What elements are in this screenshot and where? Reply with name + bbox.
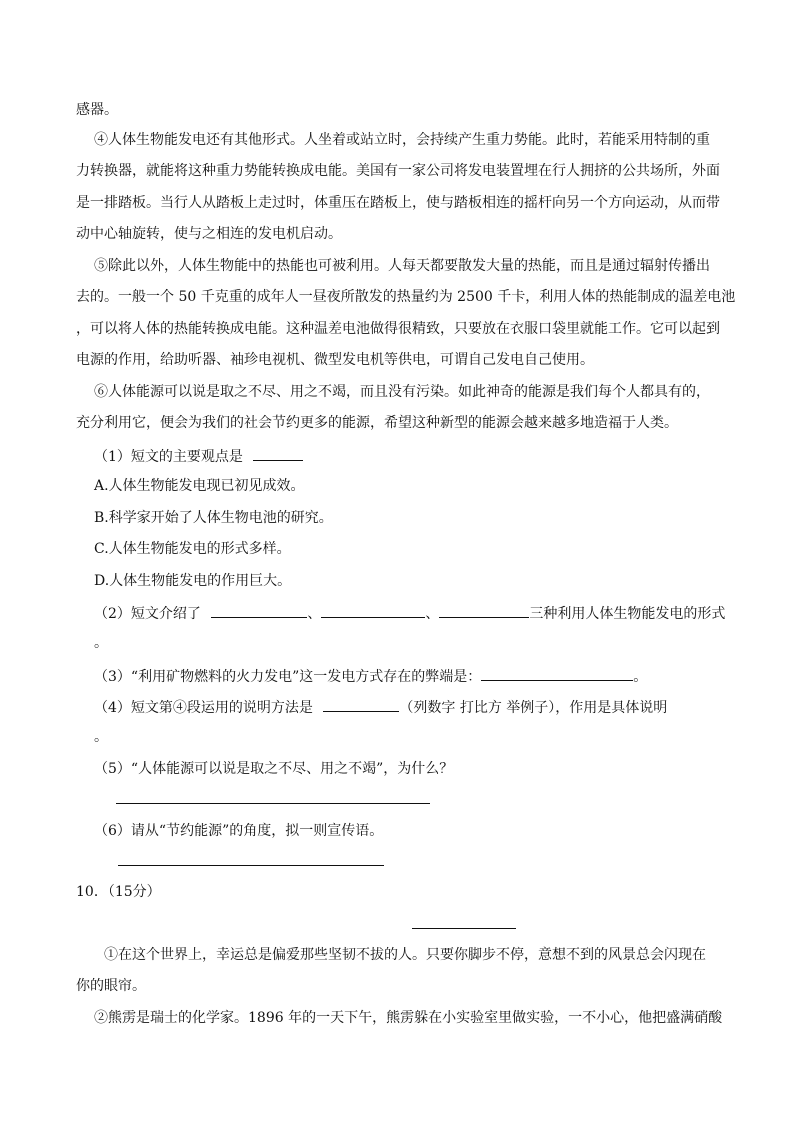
question-6: （6）请从“节约能源”的角度，拟一则宣传语。 — [94, 823, 384, 839]
passage-p5-line: 去的。一般一个 50 千克重的成年人一昼夜所散发的热量约为 2500 千卡，利用人体的热能制成的温差电池 — [76, 289, 736, 305]
title-blank-line[interactable] — [412, 928, 516, 929]
item-10-p1-line: ①在这个世界上，幸运总是偏爱那些坚韧不拔的人。只要你脚步不停，意想不到的风景总会闪现在 — [104, 947, 706, 963]
question-4-text: （4）短文第④段运用的说明方法是 — [94, 700, 313, 716]
question-2 — [94, 603, 725, 623]
answer-blank-q2-2[interactable] — [321, 603, 425, 618]
question-3-end: 。 — [633, 669, 648, 685]
answer-blank-q1[interactable] — [253, 446, 303, 461]
passage-p5-line: ，可以将人体的热能转换成电能。这种温差电池做得很精致，只要放在衣服口袋里就能工作。它可以起到 — [76, 321, 720, 337]
passage-p4-line: 力转换器，就能将这种重力势能转换成电能。美国有一家公司将发电装置埋在行人拥挤的公共场所，外面 — [76, 163, 720, 179]
passage-p6-line: ⑥人体能源可以说是取之不尽、用之不竭，而且没有污染。如此神奇的能源是我们每个人都具有的， — [94, 384, 710, 400]
option-a: A.人体生物能发电现已初见成效。 — [94, 478, 305, 494]
passage-p6-line: 充分利用它，便会为我们的社会节约更多的能源，希望这种新型的能源会越来越多地造福于人类。 — [76, 415, 678, 431]
question-3-text: （3）“利用矿物燃料的火力发电”这一发电方式存在的弊端是： — [94, 669, 482, 685]
question-2-separator: 、 — [425, 606, 440, 622]
answer-blank-q4[interactable] — [323, 697, 399, 712]
passage-p4-line: ④人体生物能发电还有其他形式。人坐着或站立时，会持续产生重力势能。此时，若能采用特制的重 — [94, 132, 710, 148]
question-4-tail: （列数字 打比方 举例子），作用是具体说明 — [399, 700, 668, 716]
question-2-text: （2）短文介绍了 — [94, 606, 201, 622]
passage-p5-line: ⑤除此以外，人体生物能中的热能也可被利用。人每天都要散发大量的热能，而且是通过辐射传播出 — [94, 258, 710, 274]
option-c: C.人体生物能发电的形式多样。 — [94, 541, 291, 557]
question-4-end: 。 — [94, 729, 108, 745]
passage-p4-line: 是一排踏板。当行人从踏板上走过时，体重压在踏板上，使与踏板相连的摇杆向另一个方向运动，从而带 — [76, 195, 720, 211]
question-1 — [94, 446, 303, 466]
option-b: B.科学家开始了人体生物电池的研究。 — [94, 510, 333, 526]
answer-line-q6[interactable] — [118, 865, 384, 866]
question-2-separator: 、 — [307, 606, 322, 622]
answer-blank-q3[interactable] — [481, 666, 633, 681]
answer-blank-q2-1[interactable] — [211, 603, 307, 618]
question-2-tail: 三种利用人体生物能发电的形式 — [529, 606, 726, 622]
item-10-p2-line: ②熊雳是瑞士的化学家。1896 年的一天下午，熊雳躲在小实验室里做实验，一不小心，他把盛满硝酸 — [94, 1010, 723, 1026]
question-4 — [94, 697, 667, 717]
question-5: （5）“人体能源可以说是取之不尽、用之不竭”，为什么？ — [94, 761, 454, 777]
answer-blank-q2-3[interactable] — [439, 603, 529, 618]
question-3 — [94, 666, 647, 686]
passage-p5-line: 电源的作用，给助听器、袖珍电视机、微型发电机等供电，可谓自己发电自己使用。 — [76, 352, 594, 368]
item-10-header: 10．（15分） — [76, 884, 161, 900]
passage-p4-line: 动中心轴旋转，使与之相连的发电机启动。 — [76, 226, 342, 242]
answer-line-q5[interactable] — [116, 803, 430, 804]
passage-p3-tail: 感器。 — [76, 102, 118, 118]
item-10-p1-line: 你的眼帘。 — [76, 978, 146, 994]
option-d: D.人体生物能发电的作用巨大。 — [94, 573, 292, 589]
question-2-end: 。 — [94, 635, 108, 651]
question-1-text: （1）短文的主要观点是 — [94, 449, 243, 465]
